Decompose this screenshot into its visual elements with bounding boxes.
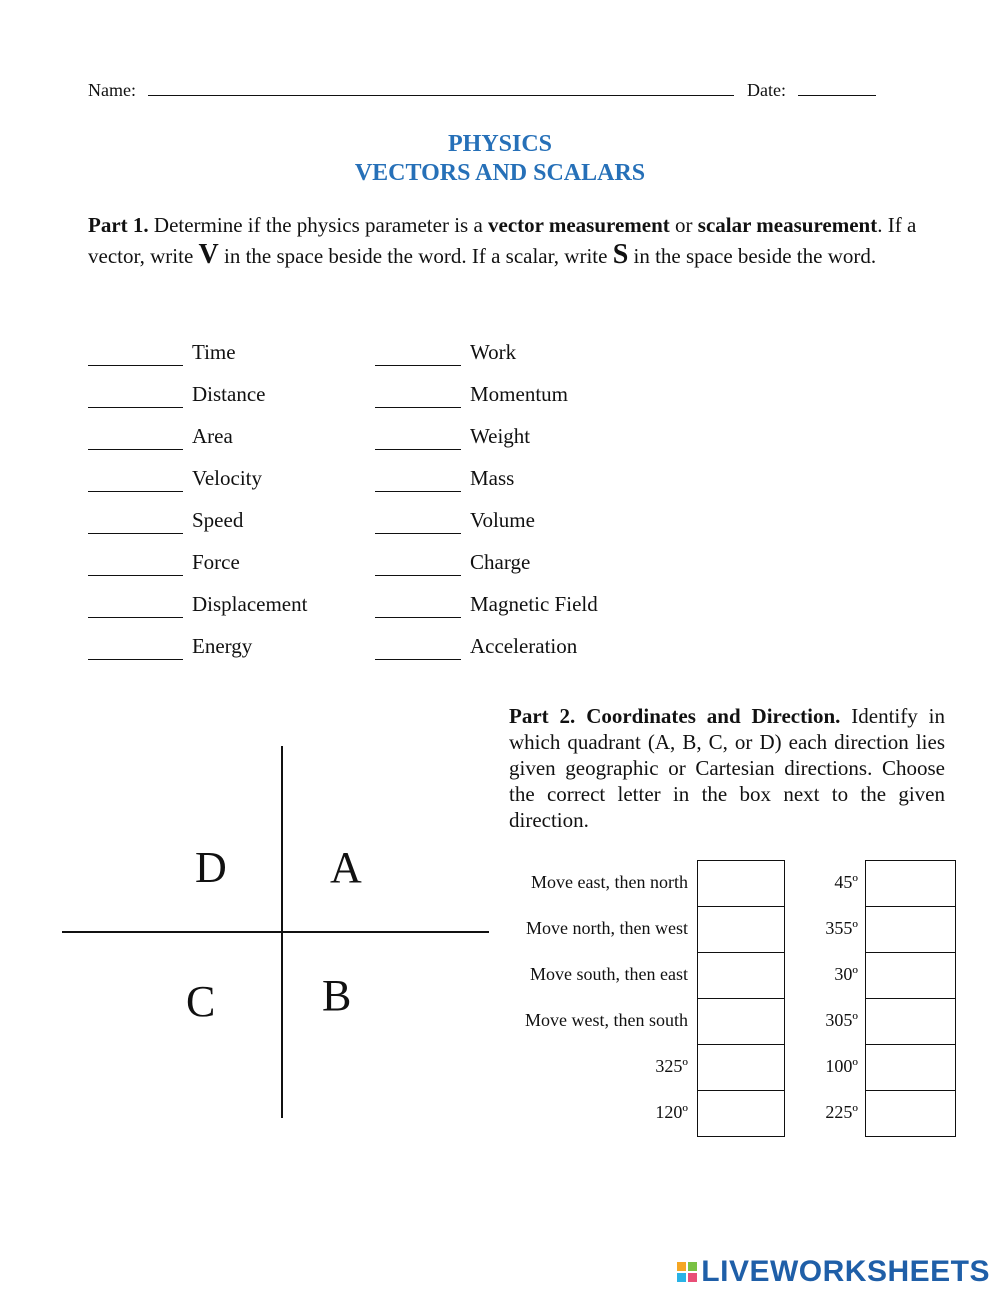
quadrant-d-label: D <box>195 843 227 892</box>
quadrant-answer-box[interactable] <box>697 998 785 1045</box>
term-label: Distance <box>192 382 266 406</box>
direction-label: Move south, then east <box>530 964 688 984</box>
answer-blank[interactable] <box>375 575 461 576</box>
answer-blank[interactable] <box>88 533 183 534</box>
quadrant-answer-box[interactable] <box>697 860 785 907</box>
part2-text: Identify in which quadrant (A, B, C, or D) each direction lies given geographic or Cartesian directions. Choose the correct letter in the box next to the given direction. <box>509 704 945 832</box>
quadrant-answer-box[interactable] <box>697 906 785 953</box>
part1-text: or <box>669 213 698 237</box>
angle-label: 45º <box>834 872 858 892</box>
part2-instructions <box>509 703 945 833</box>
answer-blank[interactable] <box>88 365 183 366</box>
term-label: Volume <box>470 508 535 532</box>
part1-bold-vector: vector measurement <box>488 213 670 237</box>
quadrant-answer-box[interactable] <box>697 1044 785 1091</box>
part1-instructions <box>88 210 918 271</box>
answer-blank[interactable] <box>88 491 183 492</box>
page-subtitle: VECTORS AND SCALARS <box>354 160 646 186</box>
direction-label: Move east, then north <box>531 872 688 892</box>
page-title: PHYSICS <box>447 131 553 157</box>
angle-label: 305º <box>825 1010 858 1030</box>
part1-heading: Part 1. <box>88 213 149 237</box>
term-label: Mass <box>470 466 515 490</box>
direction-label: Move west, then south <box>525 1010 688 1030</box>
quadrant-answer-box[interactable] <box>865 860 956 907</box>
term-label: Magnetic Field <box>470 592 598 616</box>
term-label: Charge <box>470 550 531 574</box>
liveworksheets-logo <box>677 1254 990 1290</box>
term-label: Velocity <box>192 466 262 490</box>
direction-label: 120º <box>655 1102 688 1122</box>
quadrant-answer-box[interactable] <box>697 1090 785 1137</box>
part1-text: . If a vector, write <box>88 213 917 268</box>
date-field[interactable] <box>798 81 876 96</box>
part1-bold-scalar: scalar measurement <box>697 213 878 237</box>
quadrant-answer-box[interactable] <box>865 1090 956 1137</box>
angle-label: 100º <box>825 1056 858 1076</box>
term-label: Area <box>192 424 233 448</box>
answer-blank[interactable] <box>375 491 461 492</box>
term-label: Energy <box>192 634 253 658</box>
term-label: Acceleration <box>470 634 578 658</box>
answer-blank[interactable] <box>88 449 183 450</box>
part2-heading: Part 2. Coordinates and Direction. <box>509 704 841 728</box>
scalar-letter: S <box>612 239 629 270</box>
term-label: Force <box>192 550 240 574</box>
answer-blank[interactable] <box>375 407 461 408</box>
part1-text: in the space beside the word. <box>628 244 877 268</box>
header-row <box>88 80 876 101</box>
answer-blank[interactable] <box>375 617 461 618</box>
name-label: Name: <box>88 80 136 100</box>
part1-text: in the space beside the word. If a scalar, write <box>218 244 613 268</box>
answer-blank[interactable] <box>375 659 461 660</box>
answer-blank[interactable] <box>375 533 461 534</box>
term-label: Time <box>192 340 236 364</box>
answer-blank[interactable] <box>375 449 461 450</box>
quadrant-answer-box[interactable] <box>865 906 956 953</box>
angle-label: 355º <box>825 918 858 938</box>
quadrant-answer-box[interactable] <box>697 952 785 999</box>
term-label: Speed <box>192 508 244 532</box>
part1-text: Determine if the physics parameter is a <box>148 213 489 237</box>
quadrant-answer-box[interactable] <box>865 952 956 999</box>
direction-label: 325º <box>655 1056 688 1076</box>
term-label: Weight <box>470 424 531 448</box>
quadrant-answer-box[interactable] <box>865 998 956 1045</box>
quadrant-a-label: A <box>330 843 362 892</box>
logo-mark-icon <box>677 1262 697 1282</box>
quadrant-answer-box[interactable] <box>865 1044 956 1091</box>
term-label: Work <box>470 340 517 364</box>
answer-blank[interactable] <box>88 407 183 408</box>
term-label: Displacement <box>192 592 308 616</box>
angle-label: 225º <box>825 1102 858 1122</box>
answer-blank[interactable] <box>375 365 461 366</box>
answer-blank[interactable] <box>88 659 183 660</box>
quadrant-b-label: B <box>322 971 352 1020</box>
vector-letter: V <box>198 239 219 270</box>
direction-label: Move north, then west <box>526 918 688 938</box>
name-field[interactable] <box>148 81 734 96</box>
term-label: Momentum <box>470 382 568 406</box>
date-label: Date: <box>746 80 786 100</box>
answer-blank[interactable] <box>88 617 183 618</box>
horizontal-axis <box>62 931 489 933</box>
answer-blank[interactable] <box>88 575 183 576</box>
angle-label: 30º <box>834 964 858 984</box>
quadrant-c-label: C <box>186 977 216 1026</box>
logo-text: LIVEWORKSHEETS <box>701 1255 990 1288</box>
